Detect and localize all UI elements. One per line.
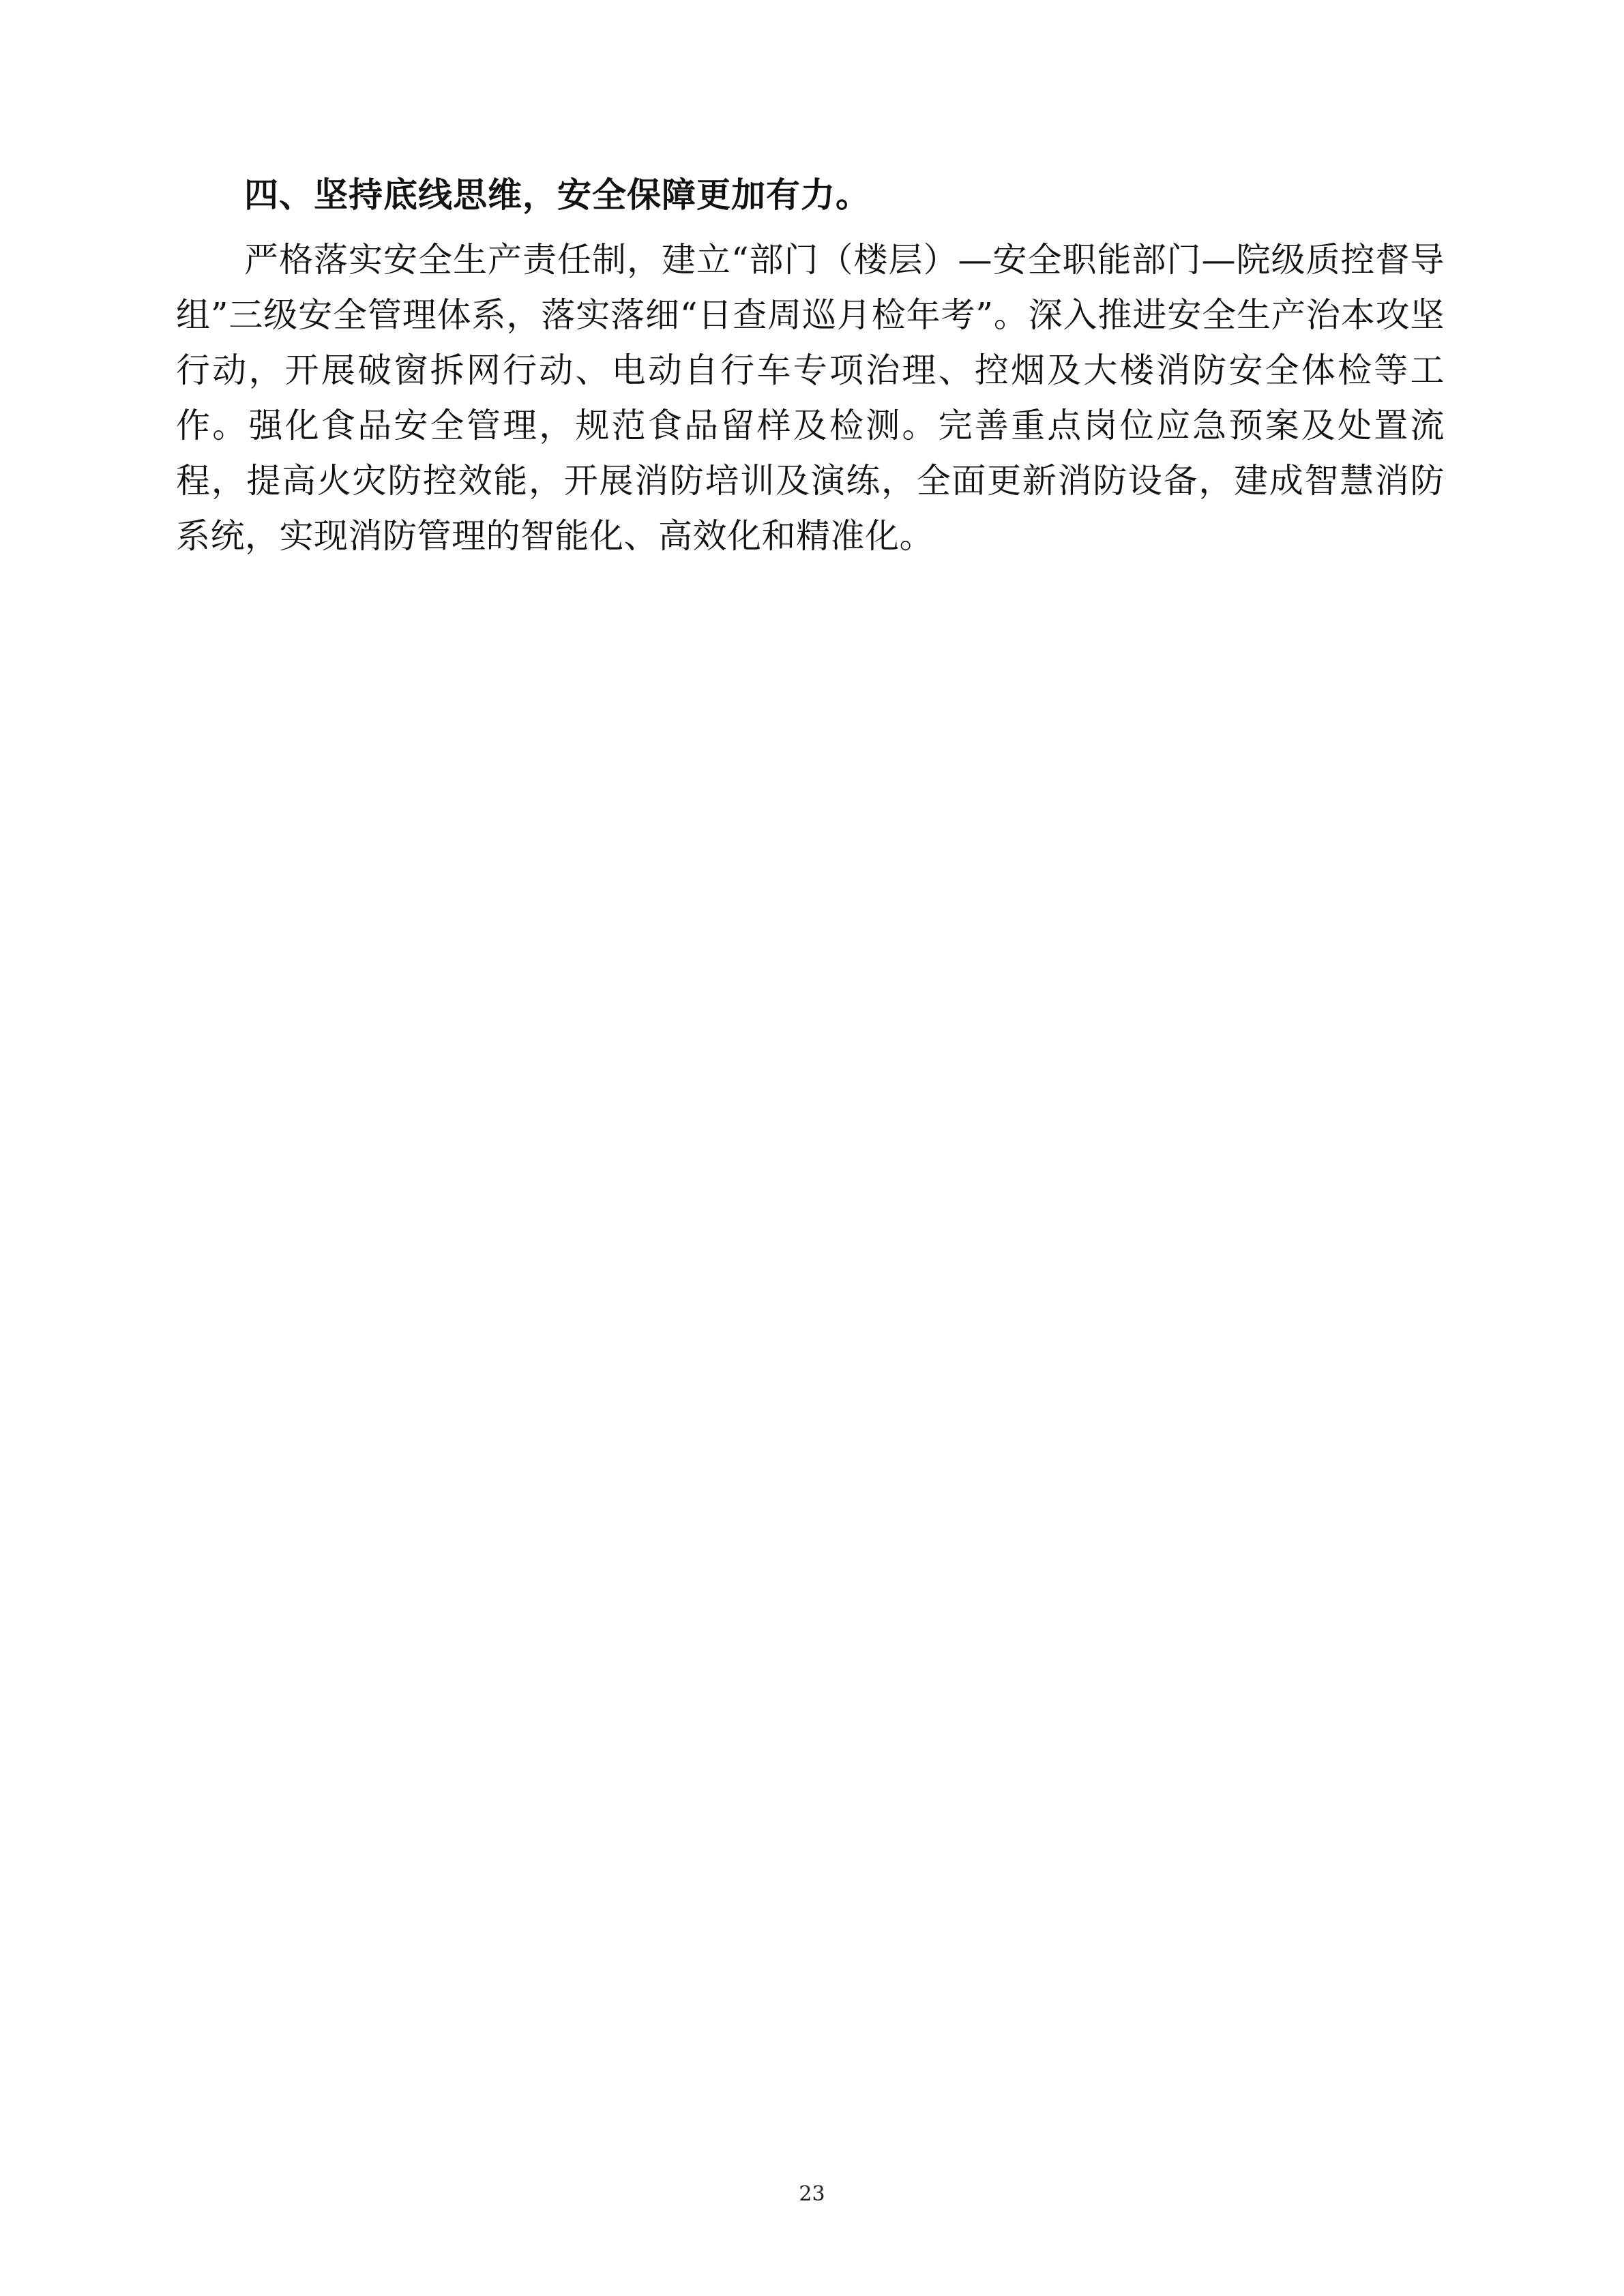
page-content: [176, 170, 1445, 564]
page-number: 23: [799, 2182, 825, 2206]
section-heading: 四、坚持底线思维，安全保障更加有力。: [244, 175, 870, 215]
body-paragraph: 严格落实安全生产责任制，建立“部门（楼层）—安全职能部门—院级质控督导组”三级安全管理体系，落实落细“日查周巡月检年考”。深入推进安全生产治本攻坚行动，开展破窗拆网行动、电动自行车专项治理、控烟及大楼消防安全体检等工作。强化食品安全管理，规范食品留样及检测。完善重点岗位应急预案及处置流程，提高火灾防控效能，开展消防培训及演练，全面更新消防设备，建成智慧消防系统，实现消防管理的智能化、高效化和精准化。: [176, 239, 1445, 556]
